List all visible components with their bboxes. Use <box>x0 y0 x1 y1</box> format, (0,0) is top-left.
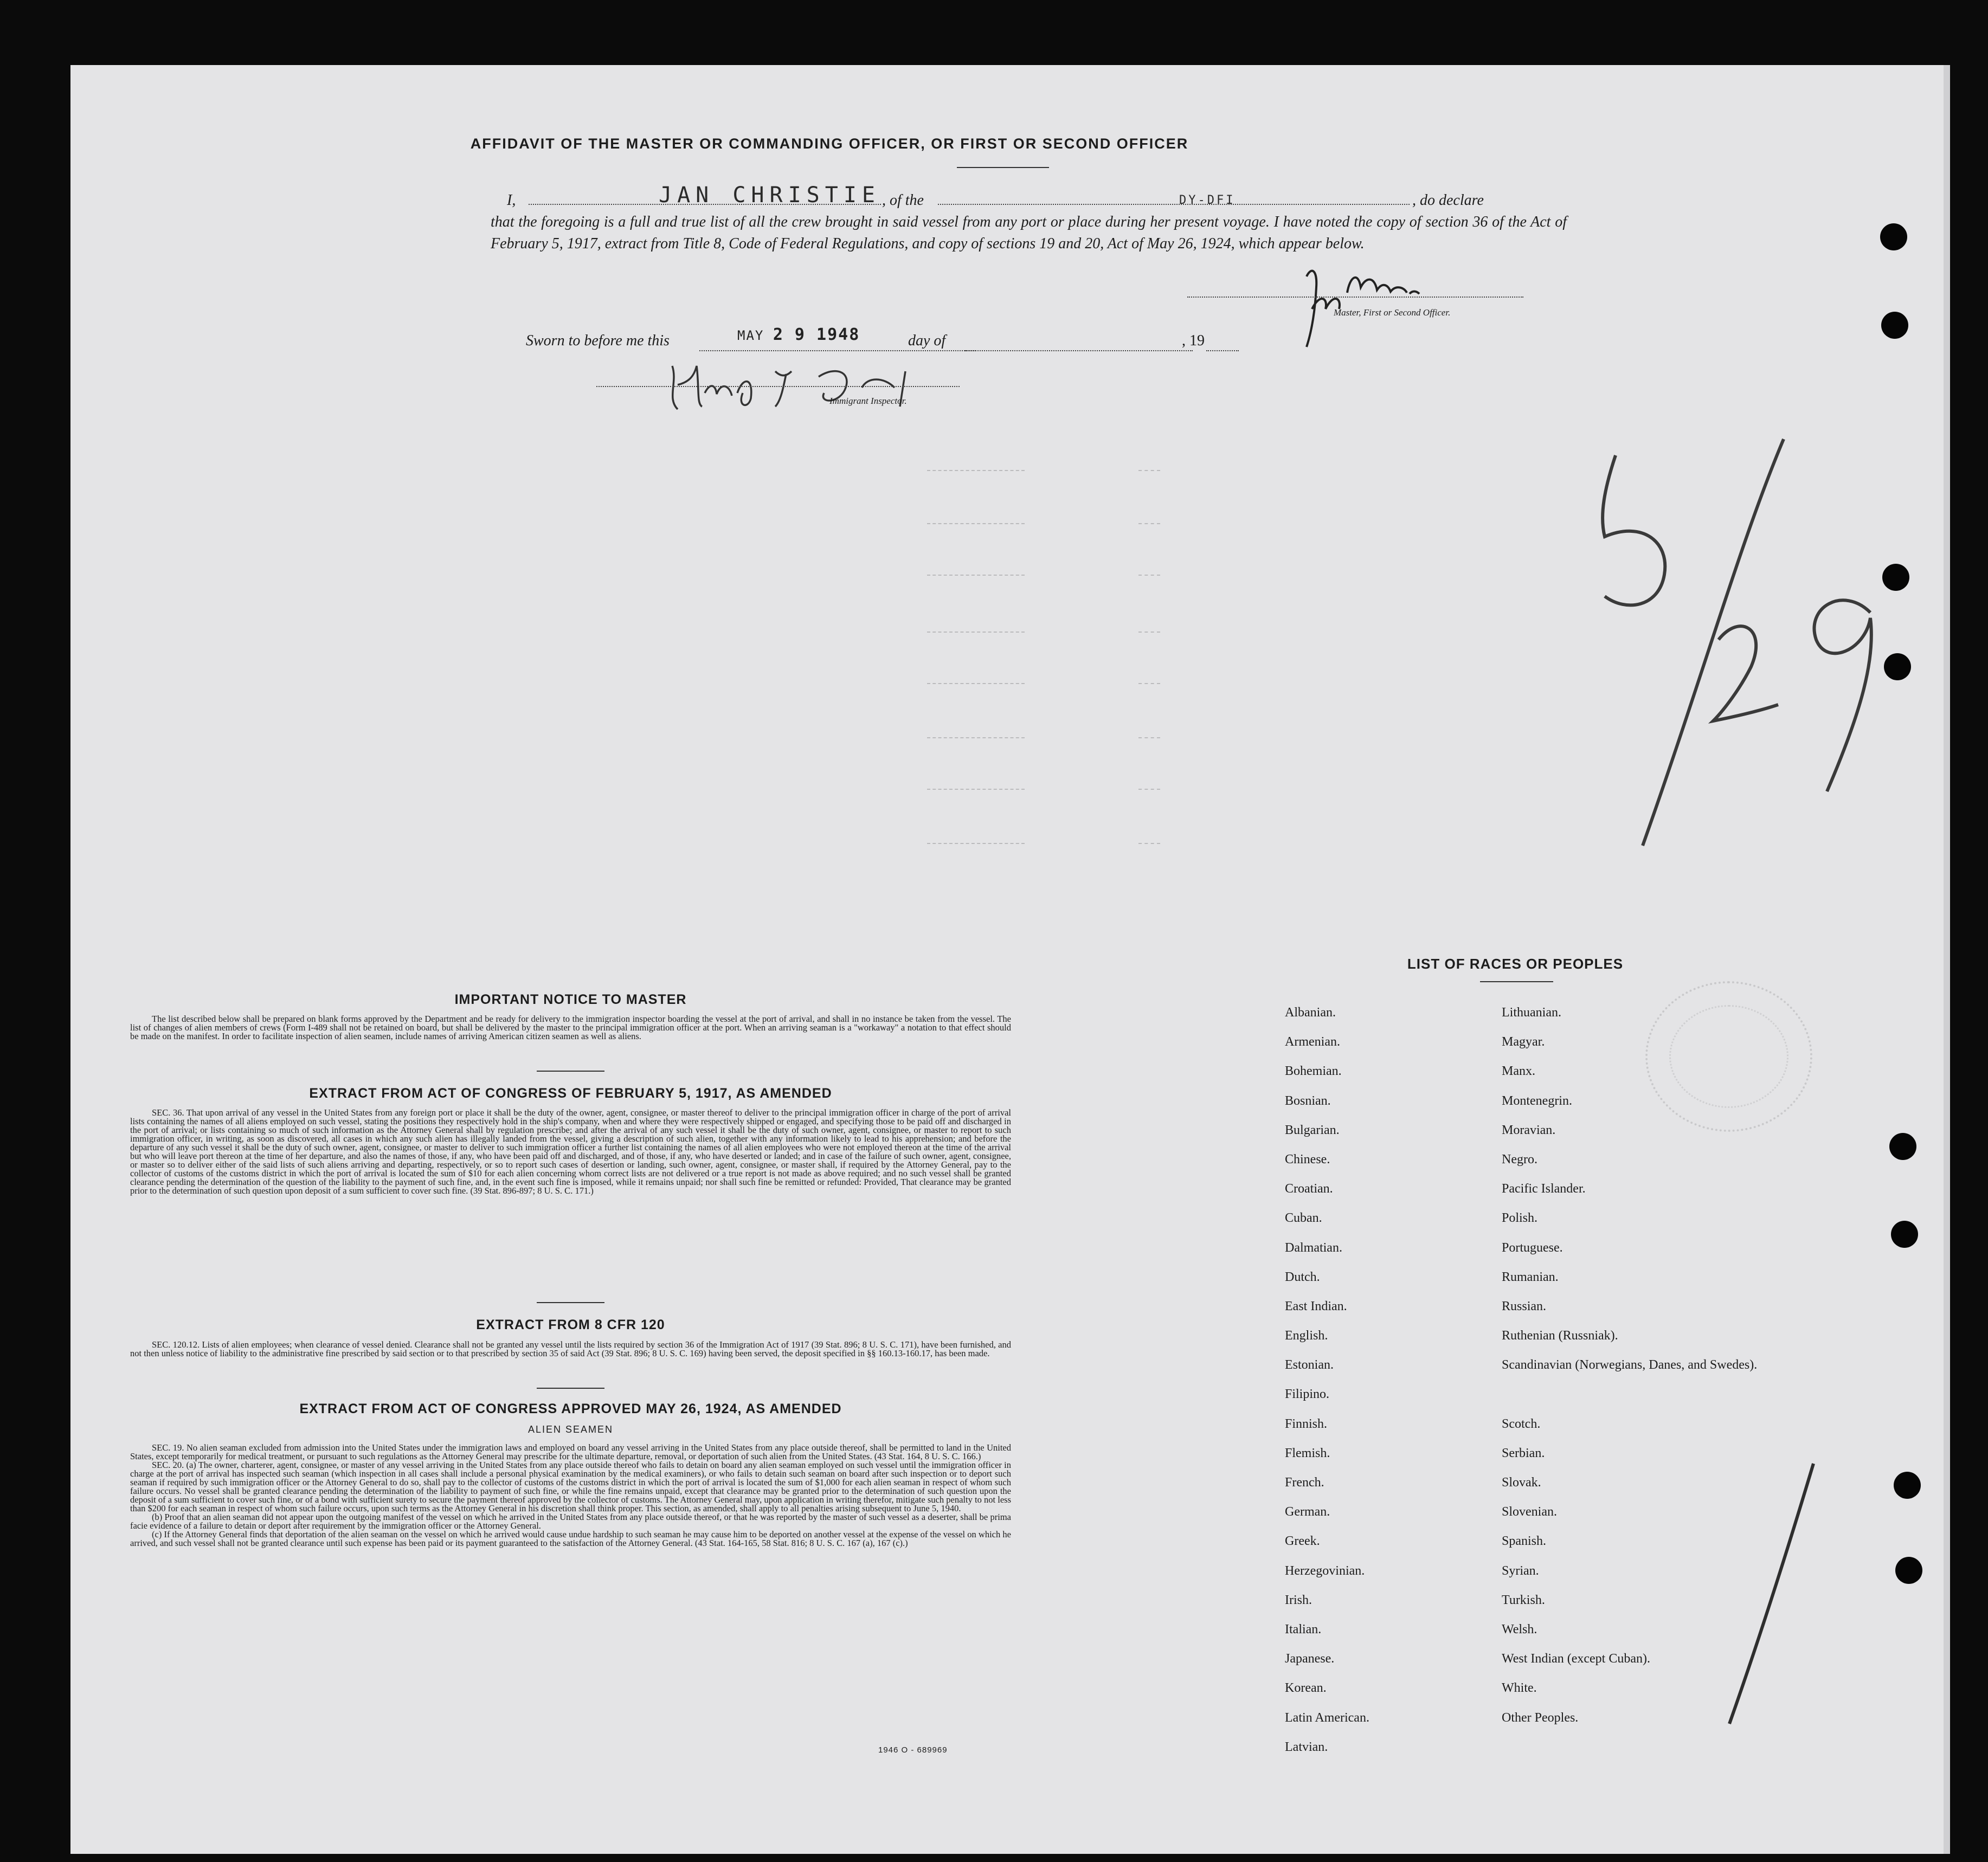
race-item: Welsh. <box>1502 1622 1537 1637</box>
date-stamp <box>737 325 860 344</box>
race-item: Spanish. <box>1502 1534 1547 1549</box>
sec20b-paragraph: (b) Proof that an alien seaman did not appear upon the outgoing manifest of the vessel on which he arrived in the United States from any place outside thereof, or that he was reported by the master of such vessel as a deserter, shall be prima facie evidence of a failure to detain or deport after requirement by the immigration officer or the Attorney General. <box>130 1512 1011 1531</box>
race-item <box>1502 1387 1757 1416</box>
year-blank <box>1206 336 1239 351</box>
race-item: Scandinavian (Norwegians, Danes, and Swedes). <box>1502 1358 1758 1373</box>
affidavit-body <box>491 183 1567 255</box>
race-item: Rumanian. <box>1502 1270 1559 1284</box>
faint-mark <box>927 737 1025 738</box>
stamp-month: MAY <box>737 328 764 343</box>
race-item: Italian. <box>1285 1622 1322 1637</box>
notice-title: IMPORTANT NOTICE TO MASTER <box>454 992 687 1007</box>
race-item: Dutch. <box>1285 1270 1320 1284</box>
race-item: Flemish. <box>1285 1446 1330 1460</box>
faint-mark <box>1138 683 1160 684</box>
race-item: Chinese. <box>1285 1152 1330 1167</box>
punch-hole <box>1895 1557 1922 1584</box>
race-item: Montenegrin. <box>1502 1093 1572 1108</box>
vessel-blank <box>938 190 1410 205</box>
race-item: Croatian. <box>1285 1182 1333 1196</box>
extract-1924-text <box>130 1444 1011 1548</box>
race-item: Bulgarian. <box>1285 1123 1340 1137</box>
handwritten-page-number <box>1523 434 1914 856</box>
document-sheet <box>70 65 1950 1854</box>
notice-text <box>130 1015 1011 1041</box>
race-item: Slovak. <box>1502 1476 1541 1490</box>
faint-mark <box>1138 575 1160 576</box>
race-item: Armenian. <box>1285 1035 1340 1049</box>
declaration-text: that the foregoing is a full and true list of all the crew brought in said vessel from any port or place during her present voyage. I have noted the copy of section 36 of the Act of February 5, 1917, extract from Title 8, Code of Federal Regulations, and copy of sections 19 and 20, Act of May 26, 1924, which appear below. <box>491 214 1567 252</box>
punch-hole <box>1881 312 1908 339</box>
section-rule <box>537 1302 604 1303</box>
race-item: Moravian. <box>1502 1123 1556 1137</box>
race-item: Magyar. <box>1502 1035 1545 1049</box>
faint-mark <box>927 789 1025 790</box>
print-code: 1946 O - 689969 <box>878 1745 948 1755</box>
race-item: Korean. <box>1285 1681 1327 1696</box>
faint-mark <box>1138 789 1160 790</box>
race-item: Pacific Islander. <box>1502 1182 1586 1196</box>
race-item: Scotch. <box>1502 1416 1541 1431</box>
race-item: Estonian. <box>1285 1358 1334 1373</box>
title-rule <box>957 167 1049 168</box>
declaration-line <box>491 183 1567 211</box>
signature-line <box>1187 295 1523 298</box>
faint-mark <box>1138 632 1160 633</box>
year-label: , 19 <box>1182 332 1205 349</box>
race-item: Bosnian. <box>1285 1093 1331 1108</box>
races-column-1 <box>1285 1006 1369 1769</box>
faint-mark <box>1138 737 1160 738</box>
race-item: Turkish. <box>1502 1593 1545 1607</box>
race-item: Filipino. <box>1285 1387 1330 1402</box>
race-item: East Indian. <box>1285 1299 1347 1313</box>
race-item: Manx. <box>1502 1064 1535 1079</box>
extract-1917-text <box>130 1109 1011 1195</box>
race-item: Other Peoples. <box>1502 1710 1579 1725</box>
race-item: Negro. <box>1502 1152 1537 1167</box>
alien-seamen-subtitle: ALIEN SEAMEN <box>527 1424 614 1435</box>
punch-hole <box>1894 1472 1921 1499</box>
race-item: Herzegovinian. <box>1285 1563 1365 1578</box>
punch-hole <box>1891 1221 1918 1248</box>
race-item: Japanese. <box>1285 1652 1335 1666</box>
extract-1924-title: EXTRACT FROM ACT OF CONGRESS APPROVED MAY 26, 1924, AS AMENDED <box>299 1401 842 1416</box>
faint-mark <box>927 683 1025 684</box>
race-item: Latvian. <box>1285 1739 1328 1754</box>
race-item: West Indian (except Cuban). <box>1502 1652 1650 1666</box>
of-the-label: , of the <box>882 192 924 209</box>
master-signature <box>1296 255 1502 352</box>
vessel-name-handwritten: DY-DFI <box>1179 194 1236 207</box>
faint-mark <box>927 575 1025 576</box>
race-item: German. <box>1285 1505 1330 1519</box>
race-item: Lithuanian. <box>1502 1006 1561 1020</box>
race-item: Serbian. <box>1502 1446 1545 1460</box>
sec19-paragraph: SEC. 19. No alien seaman excluded from admission into the United States under the immigration laws and employed on board any vessel arriving in the United States from any place outside thereof, shall be permitted to land in the United States, except temporarily for medical treatment, or pursuant to such regulations as the Attorney General may prescribe for the ultimate departure, removal, or deportation of such alien from the United States. (43 Stat. 164, 8 U. S. C. 166.) <box>130 1442 1011 1461</box>
sec36-paragraph: SEC. 36. That upon arrival of any vessel in the United States from any foreign port or place it shall be the duty of the owner, agent, consignee, or master thereof to deliver to the principal immigration officer in charge of the port of arrival lists containing the names of all aliens employed on such vessel, stating the positions they respectively hold in the ship's company, when and where they were respectively shipped or engaged, and specifying those to be paid off and discharged in the port of arrival; or lists containing so much of such information as the Attorney General shall by regulation prescribe; and after the arrival of any such vessel it shall be the duty of such owner, agent, consignee, or master to report to such immigration officer, in writing, as soon as discovered, all cases in which any such alien has illegally landed from the vessel, giving a description of such alien, together with any information likely to lead to his apprehension; and before the departure of any such vessel it shall be the duty of such owner, agent, consignee, or master to deliver to such immigration officer a further list containing the names of all alien employees who were not employed thereon at the time of the arrival but who will leave port thereon at the time of her departure, and also the names of those, if any, who have been paid off and discharged, and of those, if any, who have deserted or landed; and in case of the failure of such owner, agent, consignee, or master so to deliver either of the said lists of such aliens arriving and departing, respectively, or so to report such cases of desertion or landing, such owner, agent, consignee, or master shall, if required by the Attorney General, pay to the collector of customs of the customs district in which the port of arrival is located the sum of $10 for each alien concerning whom correct lists are not delivered or a true report is not made as above required; and no such vessel shall be granted clearance pending the determination of the question of the liability to the payment of such fine, and, in the event such fine is imposed, while it remains unpaid; nor shall such fine be remitted or refunded: Provided, That clearance may be granted prior to the determination of such question upon deposit of a sum sufficient to cover such fine. (39 Stat. 896-897; 8 U. S. C. 171.) <box>130 1107 1011 1196</box>
races-title: LIST OF RACES OR PEOPLES <box>1407 956 1624 972</box>
section-rule <box>537 1388 604 1389</box>
race-item: White. <box>1502 1681 1537 1696</box>
faint-mark <box>927 470 1025 471</box>
race-item: Ruthenian (Russniak). <box>1502 1329 1618 1343</box>
signature-caption: Master, First or Second Officer. <box>1334 307 1451 318</box>
section-rule <box>537 1071 604 1072</box>
race-item: Bohemian. <box>1285 1064 1342 1079</box>
master-name-handwritten: JAN CHRISTIE <box>659 183 880 208</box>
faint-mark <box>1138 470 1160 471</box>
faint-seal <box>1645 981 1812 1132</box>
race-item: French. <box>1285 1476 1324 1490</box>
month-blank <box>965 336 1193 351</box>
notice-paragraph: The list described below shall be prepared on blank forms approved by the Department and be ready for delivery to the immigration inspector boarding the vessel at the port of arrival, and shall in no instance be taken from the vessel. The list of changes of alien members of crews (Form I-489 shall not be retained on board, but shall be delivered by the master to the principal immigration officer at the port. When an arriving seaman is a "workaway" a notation to that effect should be made on the manifest. In order to facilitate inspection of alien seamen, include names of arriving American citizen seamen as well as aliens. <box>130 1014 1011 1041</box>
sworn-label: Sworn to before me this <box>526 332 670 349</box>
punch-hole <box>1884 653 1911 680</box>
extract-1917-title: EXTRACT FROM ACT OF CONGRESS OF FEBRUARY 5, 1917, AS AMENDED <box>309 1086 832 1101</box>
race-item: Syrian. <box>1502 1563 1539 1578</box>
race-item: Portuguese. <box>1502 1240 1563 1255</box>
faint-mark <box>1138 843 1160 844</box>
punch-hole <box>1880 223 1907 250</box>
punch-hole <box>1889 1133 1916 1160</box>
stamp-day-year: 2 9 1948 <box>773 325 860 344</box>
extract-cfr-title: EXTRACT FROM 8 CFR 120 <box>476 1317 665 1332</box>
faint-mark <box>927 523 1025 524</box>
race-item: Albanian. <box>1285 1006 1336 1020</box>
declaration-i: I, <box>507 192 516 209</box>
races-rule <box>1480 981 1553 982</box>
race-item: Dalmatian. <box>1285 1240 1342 1255</box>
race-item: English. <box>1285 1329 1328 1343</box>
race-item: Slovenian. <box>1502 1505 1557 1519</box>
inspector-caption: Immigrant Inspector. <box>829 396 907 406</box>
faint-mark <box>927 843 1025 844</box>
do-declare-label: , do declare <box>1412 192 1484 209</box>
day-of-label: day of <box>908 332 946 349</box>
faint-mark <box>1138 523 1160 524</box>
race-item: Polish. <box>1502 1211 1538 1226</box>
handwritten-count <box>1708 1453 1827 1735</box>
affidavit-title: AFFIDAVIT OF THE MASTER OR COMMANDING OFFICER, OR FIRST OR SECOND OFFICER <box>470 136 1189 152</box>
race-item: Cuban. <box>1285 1211 1322 1226</box>
sec120-paragraph: SEC. 120.12. Lists of alien employees; when clearance of vessel denied. Clearance shall not be granted any vessel until the lists required by section 36 of the Immigration Act of 1917 (39 Stat. 896; 8 U. S. C. 171), have been furnished, and not then unless notice of liability to the administrative fine prescribed by said section or to that prescribed by section 35 of said Act (39 Stat. 896; 8 U. S. C. 169) having been served, the deposit specified in §§ 160.13-160.17, has been made. <box>130 1339 1011 1358</box>
race-item: Latin American. <box>1285 1710 1369 1725</box>
race-item: Greek. <box>1285 1534 1320 1549</box>
race-item: Irish. <box>1285 1593 1312 1607</box>
inspector-line <box>596 385 960 387</box>
race-item: Finnish. <box>1285 1416 1328 1431</box>
race-item: Russian. <box>1502 1299 1547 1313</box>
faint-mark <box>927 632 1025 633</box>
extract-cfr-text <box>130 1341 1011 1358</box>
sec20a-paragraph: SEC. 20. (a) The owner, charterer, agent, consignee, or master of any vessel arriving in the United States from any place outside thereof who fails to detain on board any alien seaman employed on such vessel until the immigration officer in charge at the port of arrival has inspected such seaman (which inspection in all cases shall include a personal physical examination by the medical examiners), or who fails to detain such seaman on board after such inspection or to deport such seaman if required by such immigration officer or the Attorney General to do so, shall pay to the collector of customs of the customs district in which the port of arrival is located the sum of $1,000 for each alien seaman in respect of whom such failure occurs. No vessel shall be granted clearance pending the determination of the liability to payment of such fine, or while the fine remains unpaid, except that clearance may be granted prior to the determination of such question upon the deposit of a sum sufficient to cover such fine, or of a bond with sufficient surety to secure the payment thereof approved by the collector of customs. The Attorney General may, upon application in writing therefor, mitigate such penalty to not less than $200 for each seaman in respect of whom such failure occurs, upon such terms as the Attorney General in his discretion shall think proper. This section, as amended, shall apply to all penalties arising subsequent to June 5, 1940. <box>130 1460 1011 1513</box>
punch-hole <box>1882 564 1909 591</box>
sec20c-paragraph: (c) If the Attorney General finds that deportation of the alien seaman on the vessel on which he arrived would cause undue hardship to such seaman he may cause him to be deported on another vessel at the expense of the vessel on which he arrived, and such vessel shall not be granted clearance until such expense has been paid or its payment guaranteed to the satisfaction of the Attorney General. (43 Stat. 164-165, 58 Stat. 816; 8 U. S. C. 167 (a), 167 (c).) <box>130 1529 1011 1548</box>
